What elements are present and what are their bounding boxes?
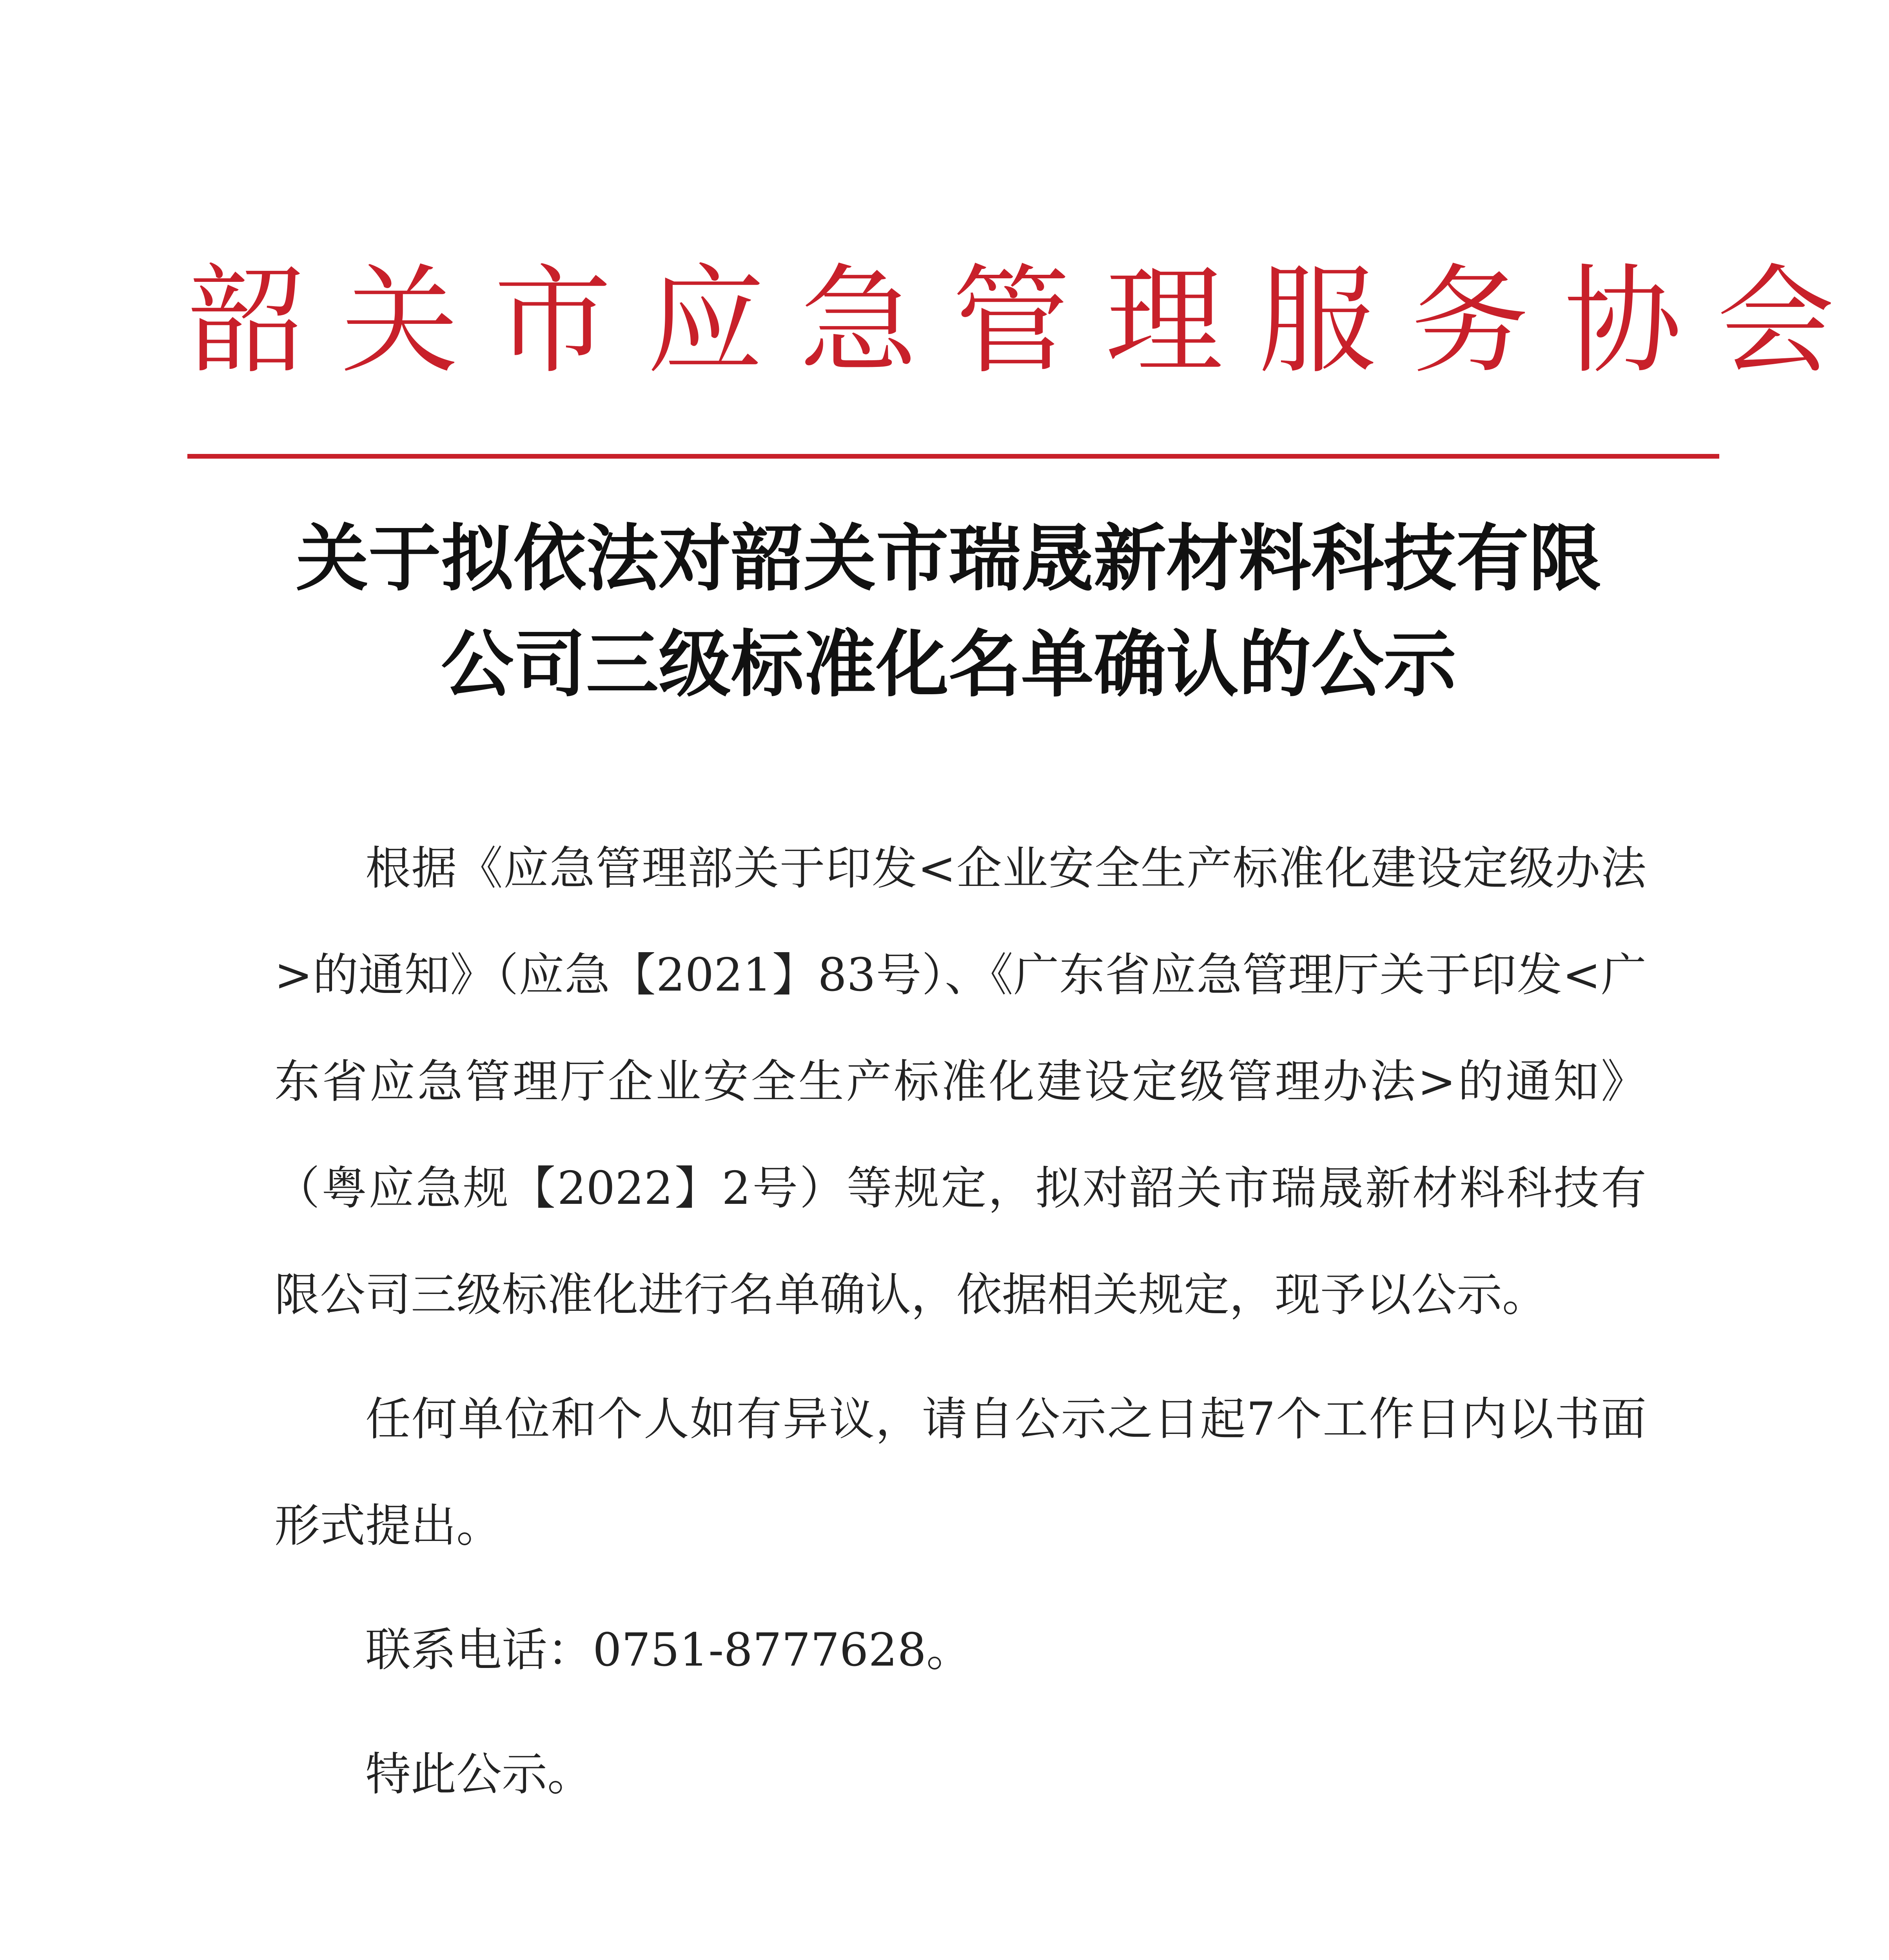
- body-paragraph-contact: 联系电话：0751-8777628。: [365, 1624, 972, 1677]
- body-paragraph-basis: 根据《应急管理部关于印发<企业安全生产标准化建设定级办法>的通知》（应急【2021】83号）、《广东省应急管理厅关于印发<广东省应急管理厅企业安全生产标准化建设定级管理办法>的通知》（粤应急规【2022】2号）等规定，拟对韶关市瑞晟新材料科技有限公司三级标准化进行名单确认，依据相关规定，现予以公示。: [274, 842, 1646, 1321]
- letterhead-org-name: 韶关市应急管理服务协会: [188, 253, 1870, 390]
- body-paragraph-closing: 特此公示。: [365, 1748, 593, 1801]
- body-paragraph-objection: 任何单位和个人如有异议，请自公示之日起7个工作日内以书面形式提出。: [274, 1393, 1646, 1552]
- notice-title: [235, 506, 1662, 717]
- notice-title-line-1: 关于拟依法对韶关市瑞晟新材料科技有限: [296, 516, 1601, 601]
- notice-body: [274, 815, 1646, 1828]
- notice-title-line-2: 公司三级标准化名单确认的公示: [441, 622, 1456, 707]
- letterhead-red-rule: [187, 454, 1719, 459]
